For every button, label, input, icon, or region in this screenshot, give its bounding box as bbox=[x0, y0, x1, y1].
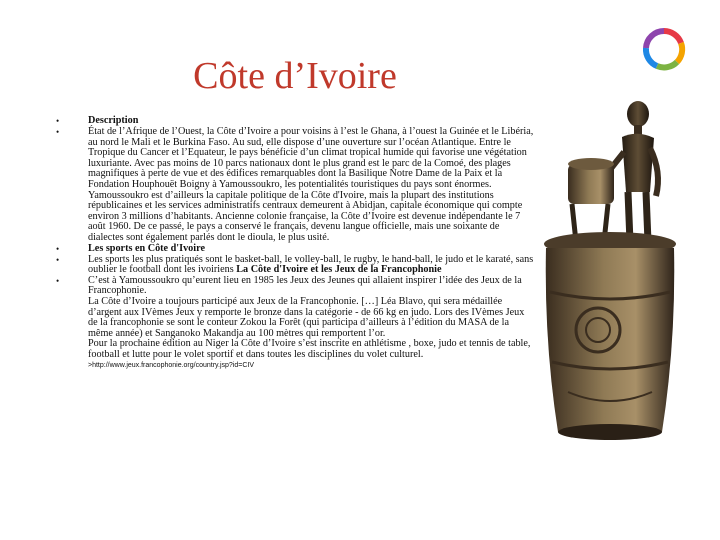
jeux-link[interactable]: >http://www.jeux.francophonie.org/country.jsp?id=CIV bbox=[88, 362, 255, 370]
bullet-description-heading: • Description bbox=[56, 115, 139, 126]
african-statue-image bbox=[538, 92, 682, 452]
slide-title: Côte d’Ivoire bbox=[193, 55, 397, 97]
francophonie-logo-icon bbox=[641, 26, 687, 72]
bullet-jeux-text: • C’est à Yamoussoukro qu’eurent lieu en 1985 les Jeux des Jeunes qui allaient inspirer l’idée des Jeux de la Francophonie. La Côte d’Ivoire a toujours participé aux Jeux de la Francophonie. […] Léa Blavo, qui sera médaillée d’argent aux IVèmes Jeux y remporte le bronze dans la catégorie - de 66 kg en judo. Lors des IVèmes Jeux de la francophonie se sont le conteur Zokou la Forêt (qui participa d’ailleurs à l’édition du MASA de la même année) et Sanganoko Makandja au 100 mètres qui remportent l’or. Pour la prochaine édition au Niger la Côte d’Ivoire s’est inscrite en athlétisme , boxe, judo et tennis de table, football et lutte pour le volet sportif et dans toutes les disciplines du volet culturel. >http://www.jeux.francophonie.org/country.jsp?id=CIV bbox=[56, 274, 531, 370]
bullet-sports-text: • Les sports les plus pratiqués sont le basket-ball, le volley-ball, le rugby, le hand-ball, le judo et le karaté, sans oublier le football dont les ivoiriens La Côte d'Ivoire et les Jeux de la Francophonie bbox=[56, 253, 534, 276]
bullet-sports-heading: • Les sports en Côte d'Ivoire bbox=[56, 242, 205, 254]
bullet-list bbox=[56, 116, 536, 372]
bullet-description-text: • État de l’Afrique de l’Ouest, la Côte d’Ivoire a pour voisins à l’est le Ghana, à l’ouest la Guinée et le Libéria, au nord le Mali et le Burkina Faso. Au sud, elle dispose d’une ouverture sur l’océan Atlantique. Entre le Tropique du Cancer et l’Equateur, le pays bénéficie d’un climat tropical humide qui favorise une végétation luxuriante. Avec pas moins de 10 parcs nationaux dont le plus grand est le parc de la Comoé, des plages magnifiques à perte de vue et des édifices remarquables dont la Basilique Notre Dame de la Paix et la Fondation Houphouët Boigny à Yamoussoukro, les potentialités touristiques du pays sont énormes. Yamoussoukro est d’ailleurs la capitale politique de la Côte d'Ivoire, mais la plupart des institutions républicaines et les services administratifs centraux demeurent à Abidjan, capitale économique qui compte environ 3 millions d’habitants. Ancienne colonie française, la Côte d’Ivoire est devenue indépendante le 7 août 1960. De ce passé, le pays a conservé le français, devenu langue officielle, mais une soixante de dialectes sont également parlés dont le dioula, le plus usité. bbox=[56, 126, 534, 243]
